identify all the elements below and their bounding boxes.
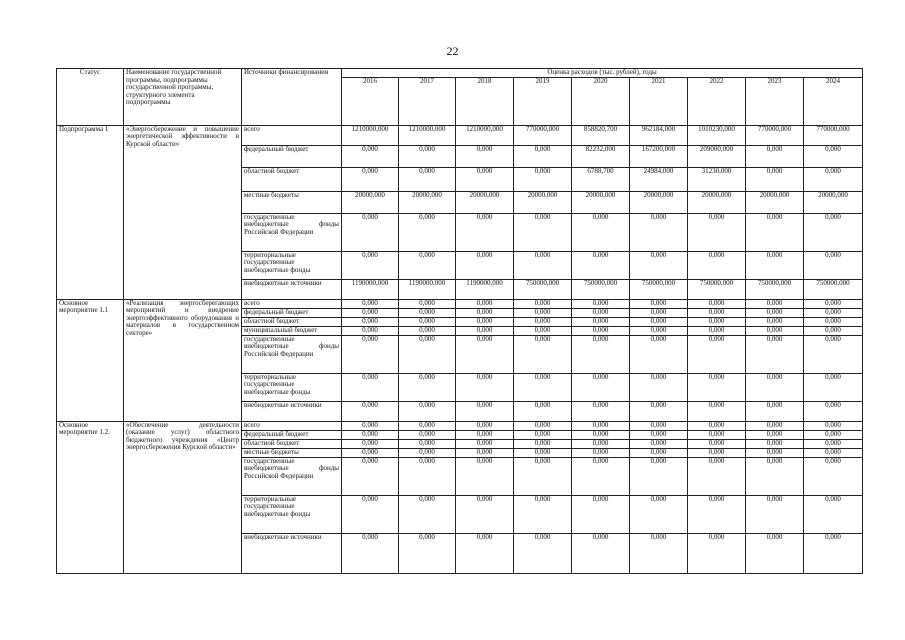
expense-value: 0,000 bbox=[514, 457, 572, 495]
expense-value: 24984,000 bbox=[630, 167, 688, 191]
expense-value: 1190000,000 bbox=[456, 279, 514, 299]
budget-table bbox=[56, 68, 863, 574]
header-year: 2023 bbox=[746, 77, 804, 125]
expense-value: 0,000 bbox=[572, 213, 630, 251]
expense-value: 0,000 bbox=[746, 448, 804, 457]
expense-value: 0,000 bbox=[342, 373, 399, 401]
funding-source: областной бюджет bbox=[242, 167, 342, 191]
expense-value: 0,000 bbox=[572, 448, 630, 457]
expense-value: 0,000 bbox=[630, 439, 688, 448]
expense-value: 0,000 bbox=[630, 308, 688, 317]
expense-value: 31230,000 bbox=[688, 167, 746, 191]
header-year: 2017 bbox=[399, 77, 456, 125]
expense-value: 0,000 bbox=[572, 308, 630, 317]
funding-source: территориальные государственные внебюджетные фонды bbox=[242, 495, 342, 533]
expense-value: 0,000 bbox=[746, 373, 804, 401]
expense-value: 0,000 bbox=[746, 167, 804, 191]
expense-value: 0,000 bbox=[399, 421, 456, 430]
page-number: 22 bbox=[446, 44, 459, 58]
expense-value: 0,000 bbox=[514, 335, 572, 373]
section-status: Основное мероприятие 1.1 bbox=[57, 299, 124, 421]
expense-value: 1190000,000 bbox=[342, 279, 399, 299]
expense-value: 0,000 bbox=[456, 167, 514, 191]
expense-value: 0,000 bbox=[514, 145, 572, 167]
expense-value: 20000,000 bbox=[456, 191, 514, 213]
expense-value: 0,000 bbox=[456, 308, 514, 317]
funding-source: муниципальный бюджет bbox=[242, 326, 342, 335]
expense-value: 0,000 bbox=[456, 457, 514, 495]
expense-value: 0,000 bbox=[399, 326, 456, 335]
expense-value: 20000,000 bbox=[688, 191, 746, 213]
expense-value: 20000,000 bbox=[804, 191, 863, 213]
expense-value: 0,000 bbox=[746, 251, 804, 279]
expense-value: 1210000,000 bbox=[456, 125, 514, 145]
expense-value: 750000,000 bbox=[630, 279, 688, 299]
expense-value: 0,000 bbox=[804, 430, 863, 439]
header-year: 2024 bbox=[804, 77, 863, 125]
expense-value: 0,000 bbox=[804, 448, 863, 457]
expense-value: 0,000 bbox=[514, 251, 572, 279]
funding-source: внебюджетные источники bbox=[242, 279, 342, 299]
expense-value: 0,000 bbox=[514, 167, 572, 191]
expense-value: 0,000 bbox=[804, 251, 863, 279]
expense-value: 858820,700 bbox=[572, 125, 630, 145]
expense-value: 1210000,000 bbox=[399, 125, 456, 145]
expense-value: 0,000 bbox=[342, 145, 399, 167]
expense-value: 0,000 bbox=[804, 439, 863, 448]
expense-value: 962184,000 bbox=[630, 125, 688, 145]
funding-source: территориальные государственные внебюджетные фонды bbox=[242, 251, 342, 279]
expense-value: 0,000 bbox=[804, 421, 863, 430]
expense-value: 0,000 bbox=[572, 251, 630, 279]
expense-value: 20000,000 bbox=[399, 191, 456, 213]
section-name: «Обеспечение деятельности (оказание услуг) областного бюджетного учреждения «Центр энергосбережения Курской области» bbox=[124, 421, 242, 573]
expense-value: 0,000 bbox=[342, 448, 399, 457]
expense-value: 20000,000 bbox=[630, 191, 688, 213]
expense-value: 167200,000 bbox=[630, 145, 688, 167]
expense-value: 0,000 bbox=[572, 495, 630, 533]
expense-value: 0,000 bbox=[456, 251, 514, 279]
expense-value: 0,000 bbox=[456, 335, 514, 373]
expense-value: 0,000 bbox=[399, 251, 456, 279]
expense-value: 0,000 bbox=[399, 457, 456, 495]
expense-value: 0,000 bbox=[342, 299, 399, 308]
expense-value: 0,000 bbox=[630, 317, 688, 326]
expense-value: 82232,000 bbox=[572, 145, 630, 167]
expense-value: 0,000 bbox=[630, 533, 688, 573]
section-status: Подпрограмма 1 bbox=[57, 125, 124, 299]
expense-value: 0,000 bbox=[746, 213, 804, 251]
expense-value: 20000,000 bbox=[342, 191, 399, 213]
expense-value: 0,000 bbox=[572, 430, 630, 439]
expense-value: 750000,000 bbox=[572, 279, 630, 299]
expense-value: 0,000 bbox=[572, 421, 630, 430]
expense-value: 0,000 bbox=[399, 430, 456, 439]
expense-value: 0,000 bbox=[514, 317, 572, 326]
funding-source: всего bbox=[242, 421, 342, 430]
expense-value: 0,000 bbox=[746, 457, 804, 495]
expense-value: 0,000 bbox=[688, 448, 746, 457]
expense-value: 0,000 bbox=[572, 439, 630, 448]
expense-value: 0,000 bbox=[456, 317, 514, 326]
expense-value: 0,000 bbox=[804, 457, 863, 495]
expense-value: 0,000 bbox=[804, 335, 863, 373]
expense-value: 1210000,000 bbox=[342, 125, 399, 145]
funding-source: местные бюджеты bbox=[242, 448, 342, 457]
expense-value: 0,000 bbox=[399, 401, 456, 421]
expense-value: 0,000 bbox=[456, 430, 514, 439]
expense-value: 0,000 bbox=[514, 401, 572, 421]
expense-value: 0,000 bbox=[688, 251, 746, 279]
expense-value: 20000,000 bbox=[572, 191, 630, 213]
expense-value: 0,000 bbox=[399, 439, 456, 448]
expense-value: 0,000 bbox=[688, 317, 746, 326]
expense-value: 0,000 bbox=[804, 373, 863, 401]
expense-value: 0,000 bbox=[804, 299, 863, 308]
expense-value: 0,000 bbox=[688, 457, 746, 495]
expense-value: 0,000 bbox=[514, 213, 572, 251]
funding-source: территориальные государственные внебюджетные фонды bbox=[242, 373, 342, 401]
header-sources: Источники финансирования bbox=[242, 69, 342, 126]
expense-value: 0,000 bbox=[514, 495, 572, 533]
section-status: Основное мероприятие 1.2. bbox=[57, 421, 124, 573]
expense-value: 0,000 bbox=[572, 533, 630, 573]
section-name: «Энергосбережение и повышение энергетической эффективности в Курской области» bbox=[124, 125, 242, 299]
expense-value: 0,000 bbox=[399, 308, 456, 317]
funding-source: внебюджетные источники bbox=[242, 401, 342, 421]
expense-value: 0,000 bbox=[514, 448, 572, 457]
expense-value: 0,000 bbox=[688, 326, 746, 335]
expense-value: 0,000 bbox=[804, 401, 863, 421]
expense-value: 0,000 bbox=[342, 430, 399, 439]
expense-value: 0,000 bbox=[572, 457, 630, 495]
expense-value: 0,000 bbox=[342, 533, 399, 573]
expense-value: 0,000 bbox=[630, 448, 688, 457]
header-year: 2022 bbox=[688, 77, 746, 125]
expense-value: 0,000 bbox=[342, 439, 399, 448]
expense-value: 0,000 bbox=[399, 299, 456, 308]
expense-value: 0,000 bbox=[804, 213, 863, 251]
expense-value: 0,000 bbox=[514, 533, 572, 573]
expense-value: 1010230,000 bbox=[688, 125, 746, 145]
expense-value: 0,000 bbox=[746, 421, 804, 430]
expense-value: 0,000 bbox=[514, 299, 572, 308]
expense-value: 0,000 bbox=[688, 373, 746, 401]
expense-value: 0,000 bbox=[804, 326, 863, 335]
expense-value: 0,000 bbox=[399, 373, 456, 401]
expense-value: 0,000 bbox=[804, 317, 863, 326]
expense-value: 6788,700 bbox=[572, 167, 630, 191]
expense-value: 20000,000 bbox=[514, 191, 572, 213]
table-row bbox=[57, 421, 863, 430]
expense-value: 0,000 bbox=[514, 430, 572, 439]
expense-value: 0,000 bbox=[572, 335, 630, 373]
funding-source: всего bbox=[242, 299, 342, 308]
expense-value: 0,000 bbox=[456, 145, 514, 167]
header-year: 2020 bbox=[572, 77, 630, 125]
funding-source: внебюджетные источники bbox=[242, 533, 342, 573]
expense-value: 750000,000 bbox=[804, 279, 863, 299]
expense-value: 0,000 bbox=[746, 145, 804, 167]
expense-value: 20000,000 bbox=[746, 191, 804, 213]
expense-value: 750000,000 bbox=[746, 279, 804, 299]
expense-value: 0,000 bbox=[746, 439, 804, 448]
expense-value: 0,000 bbox=[399, 317, 456, 326]
table-row bbox=[57, 125, 863, 145]
header-status: Статус bbox=[57, 69, 124, 126]
expense-value: 0,000 bbox=[514, 326, 572, 335]
expense-value: 0,000 bbox=[746, 317, 804, 326]
expense-value: 0,000 bbox=[572, 317, 630, 326]
expense-value: 0,000 bbox=[688, 213, 746, 251]
expense-value: 0,000 bbox=[514, 421, 572, 430]
funding-source: местные бюджеты bbox=[242, 191, 342, 213]
expense-value: 0,000 bbox=[514, 308, 572, 317]
expense-value: 0,000 bbox=[630, 457, 688, 495]
expense-value: 0,000 bbox=[688, 335, 746, 373]
expense-value: 0,000 bbox=[572, 326, 630, 335]
expense-value: 0,000 bbox=[456, 299, 514, 308]
expense-value: 0,000 bbox=[804, 533, 863, 573]
expense-value: 770000,000 bbox=[746, 125, 804, 145]
expense-value: 0,000 bbox=[688, 421, 746, 430]
expense-value: 0,000 bbox=[342, 213, 399, 251]
funding-source: областной бюджет bbox=[242, 317, 342, 326]
expense-value: 0,000 bbox=[456, 439, 514, 448]
expense-value: 0,000 bbox=[572, 299, 630, 308]
expense-value: 0,000 bbox=[399, 213, 456, 251]
table-row bbox=[57, 299, 863, 308]
expense-value: 0,000 bbox=[514, 439, 572, 448]
expense-value: 770000,000 bbox=[804, 125, 863, 145]
expense-value: 0,000 bbox=[630, 421, 688, 430]
expense-value: 0,000 bbox=[688, 308, 746, 317]
expense-value: 0,000 bbox=[456, 373, 514, 401]
expense-value: 1190000,000 bbox=[399, 279, 456, 299]
expense-value: 0,000 bbox=[342, 167, 399, 191]
expense-value: 0,000 bbox=[746, 430, 804, 439]
expense-value: 770000,000 bbox=[514, 125, 572, 145]
expense-value: 0,000 bbox=[630, 335, 688, 373]
expense-value: 750000,000 bbox=[688, 279, 746, 299]
expense-value: 0,000 bbox=[630, 326, 688, 335]
expense-value: 209000,000 bbox=[688, 145, 746, 167]
expense-value: 0,000 bbox=[456, 213, 514, 251]
header-year: 2018 bbox=[456, 77, 514, 125]
expense-value: 0,000 bbox=[746, 533, 804, 573]
expense-value: 0,000 bbox=[342, 251, 399, 279]
expense-value: 0,000 bbox=[746, 335, 804, 373]
header-year: 2019 bbox=[514, 77, 572, 125]
header-year: 2021 bbox=[630, 77, 688, 125]
expense-value: 0,000 bbox=[342, 401, 399, 421]
expense-value: 0,000 bbox=[456, 401, 514, 421]
funding-source: всего bbox=[242, 125, 342, 145]
expense-value: 0,000 bbox=[342, 457, 399, 495]
expense-value: 0,000 bbox=[804, 167, 863, 191]
header-year: 2016 bbox=[342, 77, 399, 125]
expense-value: 0,000 bbox=[746, 299, 804, 308]
expense-value: 0,000 bbox=[514, 373, 572, 401]
funding-source: федеральный бюджет bbox=[242, 145, 342, 167]
expense-value: 0,000 bbox=[456, 421, 514, 430]
expense-value: 0,000 bbox=[630, 401, 688, 421]
funding-source: государственные внебюджетные фонды Российской Федерации bbox=[242, 335, 342, 373]
expense-value: 0,000 bbox=[688, 439, 746, 448]
expense-value: 0,000 bbox=[630, 373, 688, 401]
expense-value: 0,000 bbox=[399, 335, 456, 373]
expense-value: 0,000 bbox=[688, 299, 746, 308]
expense-value: 0,000 bbox=[630, 299, 688, 308]
expense-value: 0,000 bbox=[572, 401, 630, 421]
expense-value: 0,000 bbox=[399, 533, 456, 573]
header-name: Наименование государственной программы, подпрограммы государственной программы, структурного элемента подпрограммы bbox=[124, 69, 242, 126]
expense-value: 0,000 bbox=[399, 167, 456, 191]
expense-value: 0,000 bbox=[456, 533, 514, 573]
expense-value: 0,000 bbox=[456, 326, 514, 335]
expense-value: 0,000 bbox=[804, 145, 863, 167]
expense-value: 0,000 bbox=[630, 251, 688, 279]
header-estimate: Оценка расходов (тыс. рублей), годы bbox=[342, 69, 863, 78]
expense-value: 0,000 bbox=[746, 495, 804, 533]
expense-value: 0,000 bbox=[342, 335, 399, 373]
expense-value: 0,000 bbox=[630, 430, 688, 439]
expense-value: 0,000 bbox=[746, 308, 804, 317]
expense-value: 0,000 bbox=[572, 373, 630, 401]
expense-value: 0,000 bbox=[342, 326, 399, 335]
expense-value: 0,000 bbox=[688, 533, 746, 573]
expense-value: 750000,000 bbox=[514, 279, 572, 299]
funding-source: государственные внебюджетные фонды Российской Федерации bbox=[242, 457, 342, 495]
funding-source: федеральный бюджет bbox=[242, 308, 342, 317]
expense-value: 0,000 bbox=[342, 317, 399, 326]
expense-value: 0,000 bbox=[399, 145, 456, 167]
expense-value: 0,000 bbox=[342, 495, 399, 533]
funding-source: областной бюджет bbox=[242, 439, 342, 448]
section-name: «Реализация энергосберегающих мероприятий и внедрение энергоэффективного оборудования и материалов в государственном секторе» bbox=[124, 299, 242, 421]
funding-source: федеральный бюджет bbox=[242, 430, 342, 439]
expense-value: 0,000 bbox=[688, 430, 746, 439]
expense-value: 0,000 bbox=[342, 308, 399, 317]
expense-value: 0,000 bbox=[399, 448, 456, 457]
expense-value: 0,000 bbox=[630, 495, 688, 533]
funding-source: государственные внебюджетные фонды Российской Федерации bbox=[242, 213, 342, 251]
expense-value: 0,000 bbox=[342, 421, 399, 430]
expense-value: 0,000 bbox=[688, 495, 746, 533]
expense-value: 0,000 bbox=[456, 495, 514, 533]
expense-value: 0,000 bbox=[746, 401, 804, 421]
expense-value: 0,000 bbox=[804, 495, 863, 533]
expense-value: 0,000 bbox=[630, 213, 688, 251]
expense-value: 0,000 bbox=[399, 495, 456, 533]
expense-value: 0,000 bbox=[746, 326, 804, 335]
expense-value: 0,000 bbox=[688, 401, 746, 421]
expense-value: 0,000 bbox=[456, 448, 514, 457]
expense-value: 0,000 bbox=[804, 308, 863, 317]
